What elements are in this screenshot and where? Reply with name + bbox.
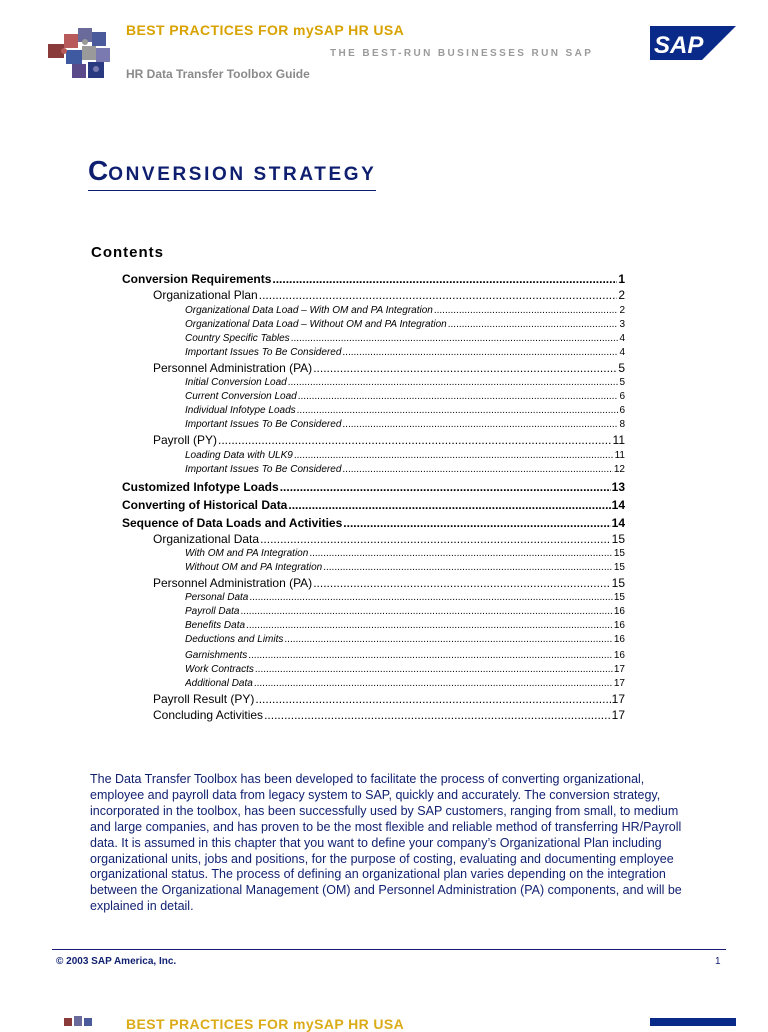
header-tagline: THE BEST-RUN BUSINESSES RUN SAP bbox=[330, 48, 594, 59]
toc-leader-dots bbox=[260, 532, 611, 546]
toc-leader-dots bbox=[294, 450, 614, 461]
toc-entry-page: 5 bbox=[619, 377, 625, 388]
toc-leader-dots bbox=[255, 664, 613, 675]
toc-entry[interactable] bbox=[185, 391, 625, 402]
toc-entry-label: Important Issues To Be Considered bbox=[185, 347, 342, 358]
toc-entry[interactable] bbox=[185, 450, 625, 461]
toc-entry-page: 14 bbox=[611, 498, 625, 512]
toc-entry-page: 16 bbox=[613, 606, 625, 617]
toc-entry-label: Payroll Result (PY) bbox=[153, 692, 255, 706]
toc-entry-page: 6 bbox=[619, 391, 625, 402]
toc-entry-page: 4 bbox=[619, 333, 625, 344]
toc-entry[interactable] bbox=[153, 288, 625, 302]
toc-leader-dots bbox=[291, 333, 619, 344]
toc-entry[interactable] bbox=[153, 361, 625, 375]
toc-entry-page: 15 bbox=[611, 532, 625, 546]
toc-entry-label: Conversion Requirements bbox=[122, 272, 272, 286]
toc-entry[interactable] bbox=[185, 650, 625, 661]
toc-entry-page: 12 bbox=[613, 464, 625, 475]
sap-logo bbox=[650, 26, 736, 60]
toc-entry[interactable] bbox=[122, 516, 625, 530]
next-page-puzzle-icon bbox=[60, 1016, 100, 1026]
toc-entry-page: 17 bbox=[611, 692, 625, 706]
toc-leader-dots bbox=[288, 498, 610, 512]
next-page-sap-logo bbox=[650, 1018, 736, 1026]
toc-entry-label: Organizational Data Load – Without OM and PA Integration bbox=[185, 319, 447, 330]
toc-entry[interactable] bbox=[185, 333, 625, 344]
toc-entry[interactable] bbox=[185, 319, 625, 330]
toc-entry-page: 15 bbox=[613, 562, 625, 573]
toc-entry[interactable] bbox=[185, 606, 625, 617]
toc-leader-dots bbox=[342, 464, 612, 475]
toc-entry-label: Organizational Data bbox=[153, 532, 260, 546]
chapter-title-rest: ONVERSION STRATEGY bbox=[108, 164, 377, 185]
toc-entry-label: Without OM and PA Integration bbox=[185, 562, 323, 573]
toc-entry[interactable] bbox=[185, 464, 625, 475]
toc-leader-dots bbox=[246, 620, 613, 631]
footer-page-number: 1 bbox=[715, 956, 721, 967]
toc-entry-label: Benefits Data bbox=[185, 620, 246, 631]
toc-entry-page: 16 bbox=[613, 650, 625, 661]
toc-entry-page: 1 bbox=[618, 272, 625, 286]
toc-entry[interactable] bbox=[185, 592, 625, 603]
toc-entry-label: Individual Infotype Loads bbox=[185, 405, 296, 416]
toc-entry-page: 15 bbox=[611, 576, 625, 590]
toc-entry-label: Customized Infotype Loads bbox=[122, 480, 279, 494]
toc-entry-page: 5 bbox=[618, 361, 625, 375]
toc-entry-page: 6 bbox=[619, 405, 625, 416]
toc-leader-dots bbox=[249, 592, 613, 603]
toc-leader-dots bbox=[323, 562, 613, 573]
toc-entry[interactable] bbox=[153, 576, 625, 590]
toc-entry-label: Current Conversion Load bbox=[185, 391, 297, 402]
toc-entry-page: 13 bbox=[611, 480, 625, 494]
toc-entry[interactable] bbox=[122, 272, 625, 286]
toc-entry-page: 11 bbox=[612, 433, 625, 447]
toc-leader-dots bbox=[313, 361, 617, 375]
toc-entry-label: Garnishments bbox=[185, 650, 248, 661]
toc-entry[interactable] bbox=[185, 664, 625, 675]
toc-entry-page: 2 bbox=[618, 288, 625, 302]
toc-entry-label: Personnel Administration (PA) bbox=[153, 576, 313, 590]
toc-entry-page: 16 bbox=[613, 634, 625, 645]
sap-logo-text: SAP bbox=[654, 32, 704, 59]
toc-entry-page: 15 bbox=[613, 548, 625, 559]
toc-entry-page: 4 bbox=[619, 347, 625, 358]
toc-leader-dots bbox=[264, 708, 611, 722]
toc-entry-label: Work Contracts bbox=[185, 664, 254, 675]
toc-entry[interactable] bbox=[122, 480, 625, 494]
toc-entry-label: Payroll (PY) bbox=[153, 433, 218, 447]
toc-leader-dots bbox=[259, 288, 618, 302]
toc-entry-page: 11 bbox=[614, 450, 625, 461]
toc-entry-label: Converting of Historical Data bbox=[122, 498, 288, 512]
toc-leader-dots bbox=[248, 650, 613, 661]
chapter-title bbox=[88, 156, 376, 191]
footer-copyright: © 2003 SAP America, Inc. bbox=[56, 956, 177, 967]
toc-entry[interactable] bbox=[153, 433, 625, 447]
toc-leader-dots bbox=[448, 319, 619, 330]
toc-leader-dots bbox=[240, 606, 612, 617]
toc-leader-dots bbox=[288, 377, 619, 388]
toc-entry[interactable] bbox=[185, 305, 625, 316]
toc-entry[interactable] bbox=[185, 405, 625, 416]
toc-leader-dots bbox=[342, 347, 618, 358]
toc-entry-label: Organizational Plan bbox=[153, 288, 258, 302]
toc-entry[interactable] bbox=[153, 708, 625, 722]
toc-entry-label: Concluding Activities bbox=[153, 708, 264, 722]
toc-entry-label: Country Specific Tables bbox=[185, 333, 290, 344]
toc-entry[interactable] bbox=[153, 692, 625, 706]
toc-entry[interactable] bbox=[185, 377, 625, 388]
toc-leader-dots bbox=[313, 576, 610, 590]
toc-entry-label: Initial Conversion Load bbox=[185, 377, 287, 388]
toc-entry[interactable] bbox=[185, 548, 625, 559]
toc-entry[interactable] bbox=[185, 620, 625, 631]
toc-entry-page: 2 bbox=[619, 305, 625, 316]
toc-leader-dots bbox=[255, 692, 610, 706]
intro-paragraph: The Data Transfer Toolbox has been developed to facilitate the process of converting organizational, employee and payroll data from legacy system to SAP, quickly and accurately. The conversion strategy, incorporated in the toolbox, has been successfully used by SAP customers, ranging from small, to medium and large companies, and has proven to be the most flexible and reliable method of transferring HR/Payroll data. It is assumed in this chapter that you want to define your company’s Organizational Plan including organizational units, jobs and positions, for the purpose of costing, evaluating and documenting employee organizational status. The process of defining an organizational plan varies depending on the integration between the Organizational Management (OM) and Personnel Administration (PA) components, and will be explained in detail. bbox=[90, 772, 682, 914]
header-title: BEST PRACTICES FOR mySAP HR USA bbox=[126, 22, 405, 38]
toc-leader-dots bbox=[343, 516, 610, 530]
toc-leader-dots bbox=[434, 305, 619, 316]
toc-leader-dots bbox=[272, 272, 617, 286]
toc-leader-dots bbox=[254, 678, 613, 689]
toc-leader-dots bbox=[309, 548, 613, 559]
toc-entry[interactable] bbox=[185, 347, 625, 358]
toc-entry[interactable] bbox=[185, 562, 625, 573]
toc-entry-label: Additional Data bbox=[185, 678, 253, 689]
toc-entry[interactable] bbox=[185, 419, 625, 430]
toc-leader-dots bbox=[298, 391, 619, 402]
toc-entry-page: 3 bbox=[619, 319, 625, 330]
toc-entry[interactable] bbox=[122, 498, 625, 512]
footer-divider bbox=[52, 949, 726, 950]
toc-leader-dots bbox=[297, 405, 619, 416]
toc-leader-dots bbox=[284, 634, 612, 645]
toc-entry[interactable] bbox=[153, 532, 625, 546]
toc-entry-label: Personal Data bbox=[185, 592, 249, 603]
toc-leader-dots bbox=[218, 433, 612, 447]
toc-entry-label: Loading Data with ULK9 bbox=[185, 450, 293, 461]
toc-entry-label: Personnel Administration (PA) bbox=[153, 361, 313, 375]
toc-entry[interactable] bbox=[185, 678, 625, 689]
toc-entry-label: Sequence of Data Loads and Activities bbox=[122, 516, 343, 530]
toc-entry-label: Organizational Data Load – With OM and PA Integration bbox=[185, 305, 433, 316]
toc-entry-page: 17 bbox=[611, 708, 625, 722]
puzzle-logo-icon bbox=[44, 24, 116, 82]
toc-entry-label: With OM and PA Integration bbox=[185, 548, 309, 559]
toc-entry[interactable] bbox=[185, 634, 625, 645]
toc-entry-page: 17 bbox=[613, 678, 625, 689]
next-page-header-title: BEST PRACTICES FOR mySAP HR USA bbox=[126, 1016, 405, 1032]
toc-entry-label: Important Issues To Be Considered bbox=[185, 464, 342, 475]
toc-entry-label: Payroll Data bbox=[185, 606, 240, 617]
toc-entry-page: 14 bbox=[611, 516, 625, 530]
toc-entry-label: Important Issues To Be Considered bbox=[185, 419, 342, 430]
toc-entry-page: 8 bbox=[619, 419, 625, 430]
header-subtitle: HR Data Transfer Toolbox Guide bbox=[126, 67, 310, 81]
toc-leader-dots bbox=[280, 480, 611, 494]
toc-entry-page: 15 bbox=[613, 592, 625, 603]
toc-entry-page: 16 bbox=[613, 620, 625, 631]
toc-entry-label: Deductions and Limits bbox=[185, 634, 284, 645]
toc-entry-page: 17 bbox=[613, 664, 625, 675]
chapter-title-initial: C bbox=[88, 155, 109, 186]
toc-leader-dots bbox=[342, 419, 618, 430]
contents-heading: Contents bbox=[91, 244, 164, 261]
